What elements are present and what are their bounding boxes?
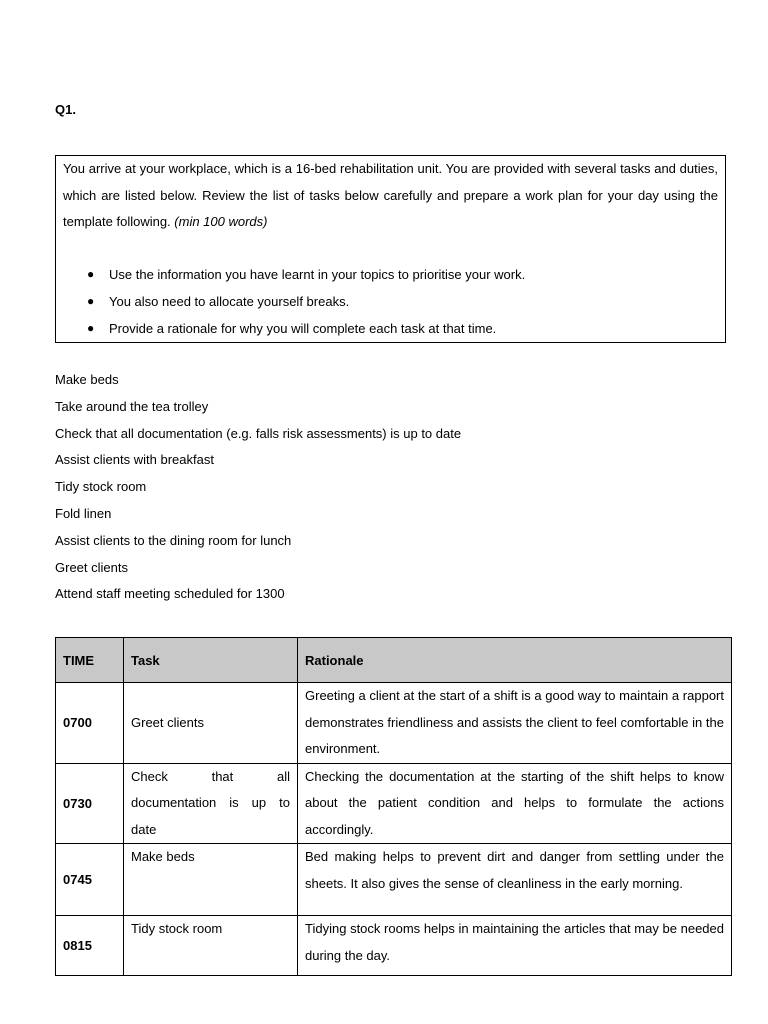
list-item: Attend staff meeting scheduled for 1300 — [55, 586, 285, 602]
header-task: Task — [124, 638, 298, 683]
bullet-icon: ● — [87, 320, 95, 335]
table-row — [56, 844, 732, 916]
rationale-cell: Greeting a client at the start of a shift is a good way to maintain a rapport demonstrates friendliness and assists the client to feel comfortable in the environment. — [298, 683, 732, 764]
list-item: Tidy stock room — [55, 479, 147, 495]
task-cell: Check that all documentation is up to date — [124, 763, 298, 844]
list-item: Fold linen — [55, 505, 112, 521]
instructions-box — [55, 155, 726, 343]
task-cell: Make beds — [124, 844, 298, 916]
time-cell: 0730 — [56, 763, 124, 844]
list-item: Make beds — [55, 372, 119, 387]
task-list — [55, 367, 461, 608]
rationale-cell: Checking the documentation at the starting of the shift helps to know about the patient condition and helps to formulate the actions accordingly. — [298, 763, 732, 844]
instructions-bullets — [63, 261, 718, 342]
list-item: Assist clients to the dining room for lunch — [55, 532, 292, 548]
task-cell: Greet clients — [124, 683, 298, 764]
task-cell: Tidy stock room — [124, 916, 298, 976]
work-plan-table — [55, 637, 732, 976]
bullet-item: ● You also need to allocate yourself breaks. — [63, 288, 718, 315]
list-item: Take around the tea trolley — [55, 398, 209, 414]
table-header-row — [56, 638, 732, 683]
question-label: Q1. — [55, 102, 76, 117]
list-item: Assist clients with breakfast — [55, 452, 214, 468]
table-row — [56, 763, 732, 844]
time-cell: 0700 — [56, 683, 124, 764]
rationale-cell: Bed making helps to prevent dirt and danger from settling under the sheets. It also gives the sense of cleanliness in the early morning. — [298, 844, 732, 916]
bullet-item: ● Use the information you have learnt in your topics to prioritise your work. — [63, 261, 718, 288]
bullet-item: ● Provide a rationale for why you will complete each task at that time. — [63, 315, 718, 342]
table-row — [56, 916, 732, 976]
list-item: Check that all documentation (e.g. falls risk assessments) is up to date — [55, 425, 462, 441]
rationale-cell: Tidying stock rooms helps in maintaining the articles that may be needed during the day. — [298, 916, 732, 976]
table-row — [56, 683, 732, 764]
header-rationale: Rationale — [298, 638, 732, 683]
word-count-note: (min 100 words) — [174, 214, 268, 229]
list-item: Greet clients — [55, 559, 128, 575]
time-cell: 0815 — [56, 916, 124, 976]
time-cell: 0745 — [56, 844, 124, 916]
instructions-text — [63, 156, 718, 236]
header-time: TIME — [56, 638, 124, 683]
bullet-icon: ● — [87, 266, 95, 281]
instructions-body: You arrive at your workplace, which is a 16-bed rehabilitation unit. You are provided with several tasks and duties, which are listed below. Review the list of tasks below carefully and prepare a work plan for your day using the template following. — [63, 161, 718, 229]
bullet-icon: ● — [87, 293, 95, 308]
